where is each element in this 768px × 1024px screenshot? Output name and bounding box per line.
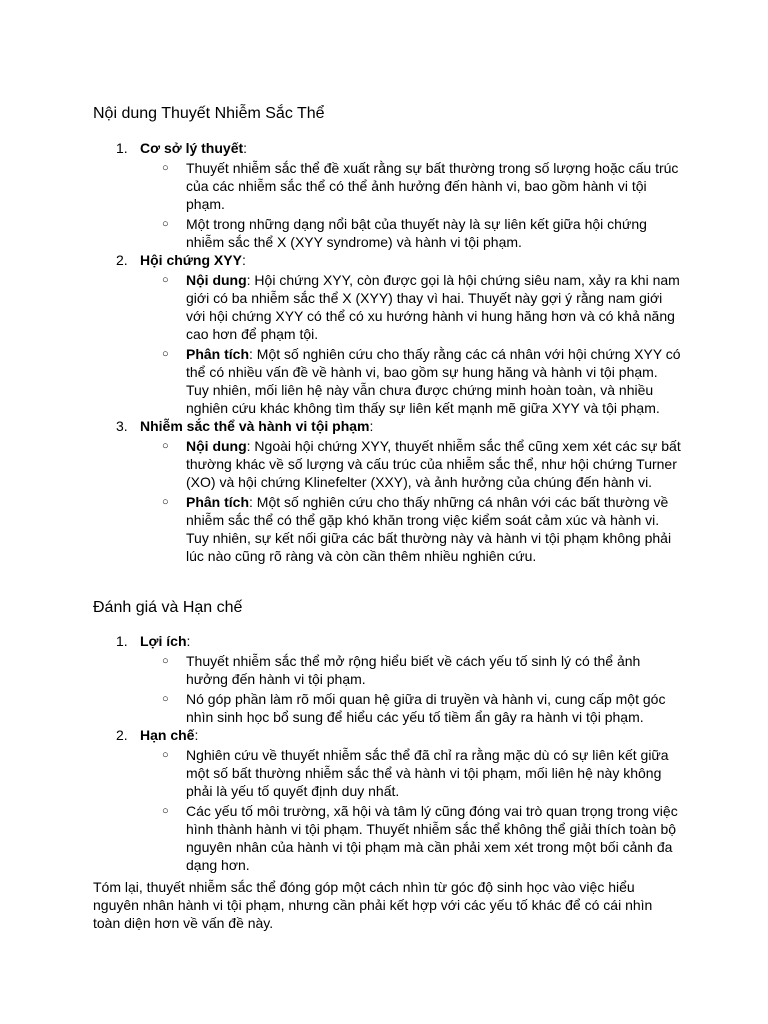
bullet-icon: ○ [162, 440, 169, 452]
bullet-text: Các yếu tố môi trường, xã hội và tâm lý cũng đóng vai trò quan trọng trong việc hình thành hành vi tội phạm. Thuyết nhiễm sắc thể không thể giải thích toàn bộ nguyên nhân của hành vi tội phạm mà cần phải xem xét trong một bối cảnh đa dạng hơn. [186, 803, 678, 873]
list-item [116, 139, 684, 251]
bullet-icon: ○ [162, 749, 169, 761]
conclusion-paragraph: Tóm lại, thuyết nhiễm sắc thể đóng góp một cách nhìn từ góc độ sinh học vào việc hiểu nguyên nhân hành vi tội phạm, nhưng cần phải kết hợp với các yếu tố khác để có cái nhìn toàn diện hơn về vấn đề này. [93, 879, 653, 931]
bullet-icon: ○ [162, 655, 169, 667]
bullet-item [116, 690, 684, 726]
bullet-item [116, 652, 684, 688]
section-heading: Nội dung Thuyết Nhiễm Sắc Thể [93, 105, 325, 122]
bullet-item [116, 159, 684, 213]
bullet-icon: ○ [162, 805, 169, 817]
bullet-text: Một trong những dạng nổi bật của thuyết này là sự liên kết giữa hội chứng nhiễm sắc thể X (XYY syndrome) và hành vi tội phạm. [186, 216, 647, 250]
bullet-lead: Phân tích [186, 494, 250, 510]
bullet-item [116, 215, 684, 251]
bullet-text: Nghiên cứu về thuyết nhiễm sắc thể đã chỉ ra rằng mặc dù có sự liên kết giữa một số bất thường nhiễm sắc thể và hành vi tội phạm, mối liên hệ này không phải là yếu tố quyết định duy nhất. [186, 747, 669, 799]
list-item-label: Lợi ích [140, 633, 187, 649]
bullet-text: Nó góp phần làm rõ mối quan hệ giữa di truyền và hành vi, cung cấp một góc nhìn sinh học bổ sung để hiểu các yếu tố tiềm ẩn gây ra hành vi tội phạm. [186, 691, 666, 725]
bullet-text: : Hội chứng XYY, còn được gọi là hội chứng siêu nam, xảy ra khi nam giới có ba nhiễm sắc thể X (XYY) thay vì hai. Thuyết này gợi ý rằng nam giới với hội chứng XYY có thể có xu hướng hành vi hung hăng hơn và có khả năng cao hơn để phạm tội. [186, 272, 680, 342]
bullet-list [116, 746, 684, 874]
bullet-icon: ○ [162, 348, 169, 360]
bullet-lead: Nội dung [186, 272, 247, 288]
list-item [116, 726, 684, 874]
list-item-label: Nhiễm sắc thể và hành vi tội phạm [140, 418, 370, 434]
bullet-icon: ○ [162, 162, 169, 174]
list-number: 2. [116, 252, 128, 268]
bullet-text: Thuyết nhiễm sắc thể đề xuất rằng sự bất thường trong số lượng hoặc cấu trúc của các nhiễm sắc thể có thể ảnh hưởng đến hành vi, bao gồm hành vi tội phạm. [186, 160, 679, 212]
list-item-header [116, 632, 684, 650]
label-colon: : [186, 633, 191, 649]
numbered-list [116, 139, 684, 565]
list-number: 1. [116, 633, 128, 649]
bullet-item [116, 802, 684, 874]
bullet-item [116, 437, 684, 491]
list-item-label: Cơ sở lý thuyết [140, 140, 244, 156]
list-item-header [116, 139, 684, 157]
list-number: 3. [116, 418, 128, 434]
label-colon: : [194, 727, 199, 743]
bullet-list [116, 271, 684, 417]
bullet-icon: ○ [162, 274, 169, 286]
list-item [116, 251, 684, 417]
bullet-lead: Nội dung [186, 438, 247, 454]
list-item [116, 632, 684, 726]
bullet-text: : Một số nghiên cứu cho thấy những cá nhân với các bất thường về nhiễm sắc thể có thể gặp khó khăn trong việc kiểm soát cảm xúc và hành vi. Tuy nhiên, sự kết nối giữa các bất thường này và hành vi tội phạm không phải lúc nào cũng rõ ràng và còn cần thêm nhiều nghiên cứu. [186, 494, 672, 564]
bullet-icon: ○ [162, 218, 169, 230]
bullet-text: Thuyết nhiễm sắc thể mở rộng hiểu biết về cách yếu tố sinh lý có thể ảnh hưởng đến hành vi tội phạm. [186, 653, 641, 687]
bullet-list [116, 652, 684, 726]
label-colon: : [369, 418, 374, 434]
list-item-header [116, 726, 684, 744]
list-item-header [116, 417, 684, 435]
list-item [116, 417, 684, 565]
bullet-item [116, 493, 684, 565]
bullet-lead: Phân tích [186, 346, 250, 362]
list-number: 1. [116, 140, 128, 156]
list-item-header [116, 251, 684, 269]
list-number: 2. [116, 727, 128, 743]
bullet-icon: ○ [162, 693, 169, 705]
bullet-item [116, 746, 684, 800]
label-colon: : [241, 252, 246, 268]
bullet-icon: ○ [162, 496, 169, 508]
list-item-label: Hội chứng XYY [140, 252, 242, 268]
section-heading: Đánh giá và Hạn chế [93, 599, 243, 616]
bullet-text: : Một số nghiên cứu cho thấy rằng các cá nhân với hội chứng XYY có thể có nhiều vấn đề về hành vi, bao gồm sự hung hăng và hành vi tội phạm. Tuy nhiên, mối liên hệ này vẫn chưa được chứng minh hoàn toàn, và nhiều nghiên cứu khác không tìm thấy sự liên kết mạnh mẽ giữa XYY và tội phạm. [186, 346, 681, 416]
bullet-item [116, 345, 684, 417]
bullet-list [116, 437, 684, 565]
label-colon: : [243, 140, 248, 156]
numbered-list [116, 632, 684, 874]
list-item-label: Hạn chế [140, 727, 195, 743]
bullet-list [116, 159, 684, 251]
bullet-item [116, 271, 684, 343]
bullet-text: : Ngoài hội chứng XYY, thuyết nhiễm sắc thể cũng xem xét các sự bất thường khác về số lượng và cấu trúc của nhiễm sắc thể, như hội chứng Turner (XO) và hội chứng Klinefelter (XXY), và ảnh hưởng của chúng đến hành vi. [186, 438, 681, 490]
